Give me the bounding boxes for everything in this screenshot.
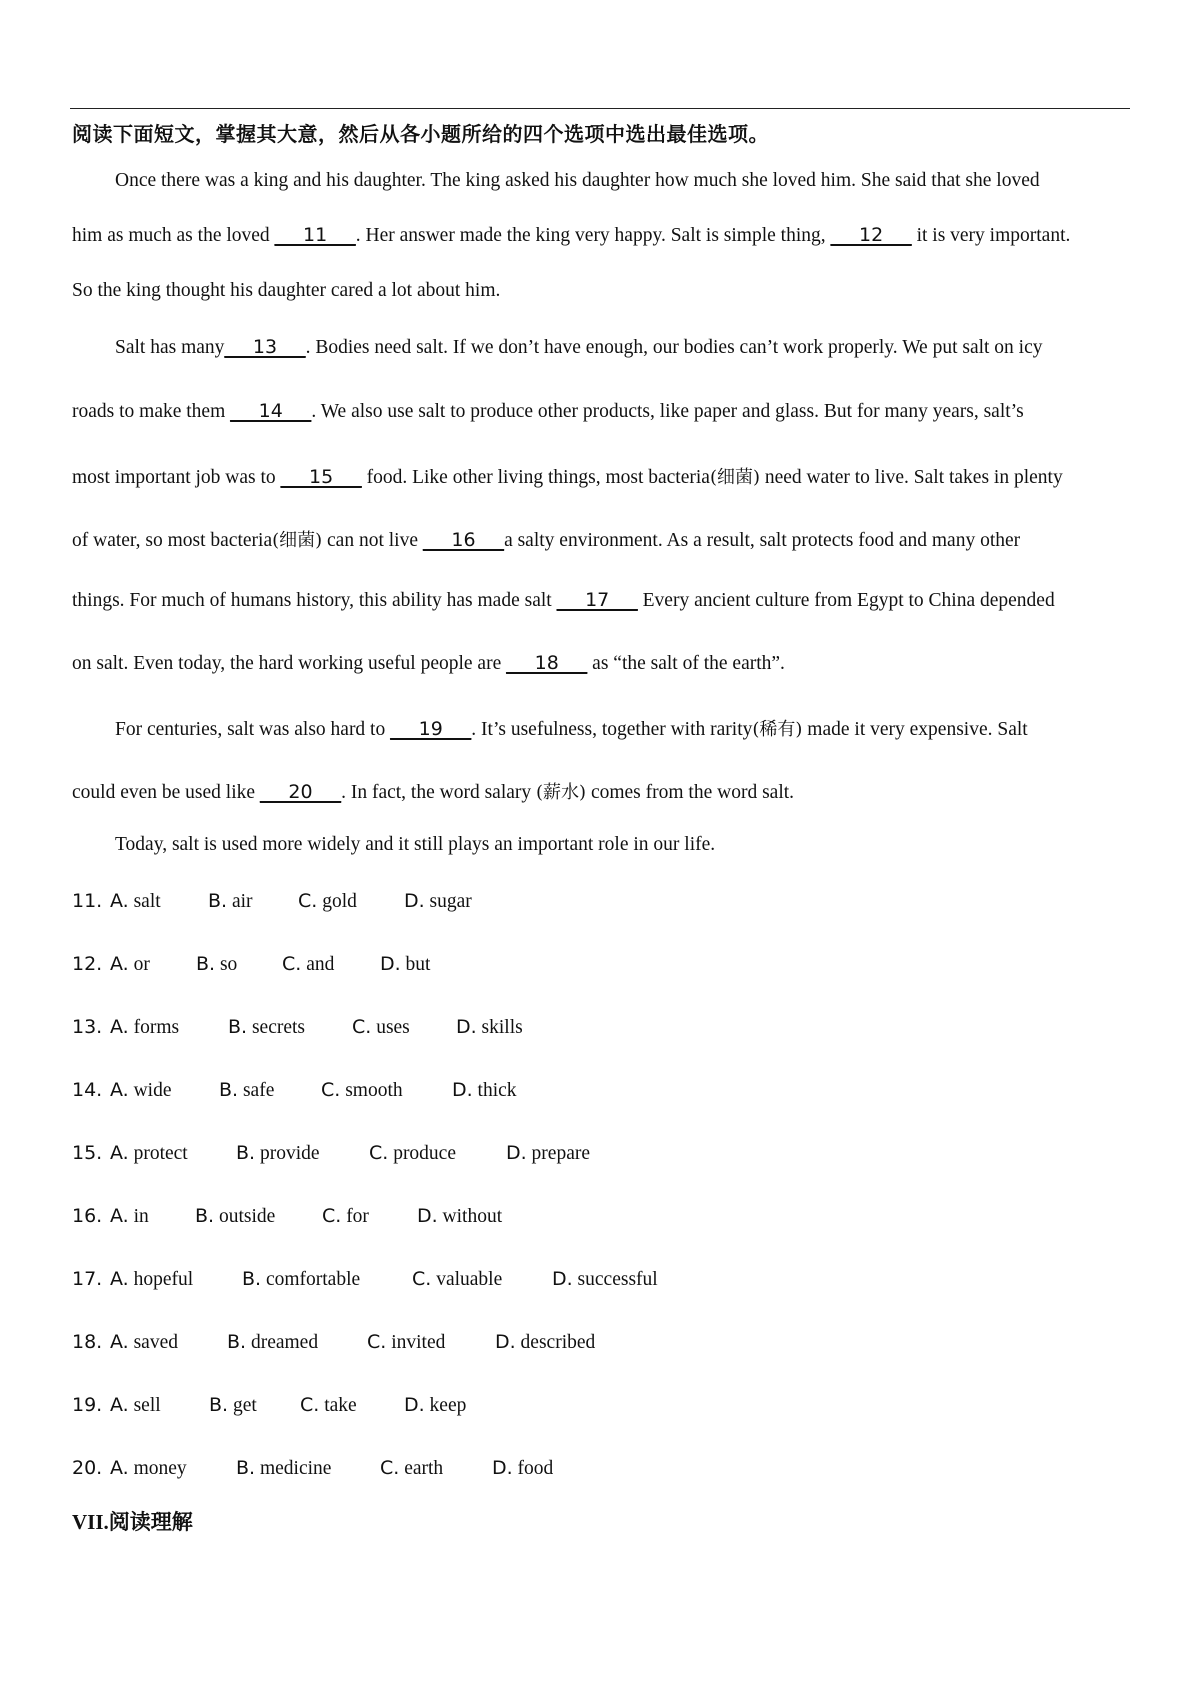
passage-line	[72, 778, 794, 804]
chinese-gloss: (稀有)	[752, 719, 803, 740]
option-letter: B.	[195, 1205, 215, 1227]
option-letter: D.	[404, 890, 425, 912]
option-letter: B.	[219, 1079, 239, 1101]
passage-text: . In fact, the word salary	[341, 782, 537, 803]
option-text: sell	[133, 1395, 161, 1416]
passage-text: can not live	[322, 530, 423, 551]
option-letter: B.	[236, 1142, 256, 1164]
option-c[interactable]	[298, 890, 357, 913]
option-letter: C.	[298, 890, 318, 912]
option-b[interactable]	[208, 890, 253, 913]
option-c[interactable]	[300, 1394, 357, 1417]
passage-text: . It’s usefulness, together with rarity	[471, 719, 753, 740]
option-letter: A.	[110, 1268, 129, 1290]
option-text: take	[324, 1395, 357, 1416]
option-letter: B.	[228, 1016, 248, 1038]
passage-line	[72, 224, 1070, 247]
option-c[interactable]	[322, 1205, 369, 1228]
passage-text: . Bodies need salt. If we don’t have enough, our bodies can’t work properly. We put salt on icy	[305, 337, 1043, 358]
passage-text: a salty environment. As a result, salt protects food and many other	[504, 530, 1021, 551]
option-a[interactable]	[110, 890, 161, 913]
question-number: 20.	[72, 1457, 103, 1479]
question-number: 16.	[72, 1205, 103, 1227]
option-text: money	[133, 1458, 187, 1479]
option-b[interactable]	[195, 1205, 275, 1228]
option-text: food	[517, 1458, 554, 1479]
option-b[interactable]	[228, 1016, 305, 1039]
option-c[interactable]	[321, 1079, 403, 1102]
option-letter: B.	[208, 890, 228, 912]
option-text: successful	[577, 1269, 658, 1290]
passage-line	[115, 834, 715, 856]
question-14	[72, 1079, 517, 1109]
option-text: valuable	[436, 1269, 503, 1290]
blank-15: ___15___	[280, 466, 362, 488]
option-c[interactable]	[367, 1331, 445, 1354]
option-d[interactable]	[417, 1205, 502, 1228]
question-11	[72, 890, 472, 920]
option-text: earth	[404, 1458, 444, 1479]
option-text: smooth	[345, 1080, 403, 1101]
option-letter: D.	[404, 1394, 425, 1416]
option-text: outside	[218, 1206, 276, 1227]
passage-text: it is very important.	[911, 225, 1071, 246]
option-text: medicine	[259, 1458, 332, 1479]
option-a[interactable]	[110, 1142, 188, 1165]
option-letter: D.	[492, 1457, 513, 1479]
option-letter: A.	[110, 1394, 129, 1416]
option-letter: C.	[321, 1079, 341, 1101]
question-19	[72, 1394, 467, 1424]
option-text: get	[232, 1395, 257, 1416]
question-number: 14.	[72, 1079, 103, 1101]
option-text: wide	[133, 1080, 172, 1101]
option-letter: C.	[352, 1016, 372, 1038]
option-d[interactable]	[380, 953, 430, 976]
option-b[interactable]	[236, 1457, 331, 1480]
option-text: thick	[477, 1080, 517, 1101]
option-letter: C.	[369, 1142, 389, 1164]
option-d[interactable]	[495, 1331, 595, 1354]
option-text: air	[231, 891, 253, 912]
passage-text: . Her answer made the king very happy. Salt is simple thing,	[355, 225, 831, 246]
option-letter: D.	[506, 1142, 527, 1164]
question-17	[72, 1268, 658, 1298]
blank-18: ___18___	[506, 652, 588, 674]
option-text: in	[133, 1206, 149, 1227]
question-number: 17.	[72, 1268, 103, 1290]
passage-text: food. Like other living things, most bacteria	[361, 467, 710, 488]
option-letter: C.	[367, 1331, 387, 1353]
option-letter: C.	[282, 953, 302, 975]
option-letter: B.	[227, 1331, 247, 1353]
question-12	[72, 953, 431, 983]
option-text: for	[346, 1206, 369, 1227]
question-number: 13.	[72, 1016, 103, 1038]
option-d[interactable]	[404, 890, 472, 913]
passage-line	[72, 280, 500, 302]
option-text: salt	[133, 891, 161, 912]
option-text: keep	[429, 1395, 467, 1416]
option-text: described	[520, 1332, 596, 1353]
passage-text: Today, salt is used more widely and it still plays an important role in our life.	[115, 834, 716, 855]
option-text: without	[442, 1206, 503, 1227]
blank-11: ___11___	[274, 224, 356, 246]
option-text: and	[306, 954, 335, 975]
option-text: prepare	[531, 1143, 590, 1164]
passage-text: comes from the word salt.	[586, 782, 795, 803]
option-text: dreamed	[250, 1332, 319, 1353]
option-a[interactable]	[110, 1394, 161, 1417]
question-20	[72, 1457, 554, 1487]
option-b[interactable]	[209, 1394, 257, 1417]
option-c[interactable]	[412, 1268, 502, 1291]
option-d[interactable]	[404, 1394, 466, 1417]
option-letter: D.	[456, 1016, 477, 1038]
option-b[interactable]	[236, 1142, 320, 1165]
option-letter: D.	[495, 1331, 516, 1353]
question-number: 12.	[72, 953, 103, 975]
option-b[interactable]	[196, 953, 237, 976]
option-text: provide	[259, 1143, 320, 1164]
option-c[interactable]	[282, 953, 334, 976]
option-a[interactable]	[110, 1331, 178, 1354]
section-heading: VII.阅读理解	[72, 1510, 193, 1534]
passage-text: . We also use salt to produce other products, like paper and glass. But for many years, salt’s	[311, 401, 1024, 422]
option-letter: A.	[110, 953, 129, 975]
header-rule	[70, 108, 1130, 109]
blank-16: ___16___	[422, 529, 505, 551]
option-text: comfortable	[265, 1269, 361, 1290]
passage-text: of water, so most bacteria	[72, 530, 273, 551]
option-text: so	[219, 954, 238, 975]
chinese-gloss: (细菌)	[272, 530, 323, 551]
passage-text: could even be used like	[72, 782, 260, 803]
option-a[interactable]	[110, 1268, 193, 1291]
option-text: produce	[393, 1143, 456, 1164]
option-text: protect	[133, 1143, 188, 1164]
passage-line	[72, 463, 1063, 489]
passage-line	[72, 526, 1020, 552]
option-letter: A.	[110, 1331, 129, 1353]
blank-12: ___12___	[830, 224, 912, 246]
option-text: or	[133, 954, 150, 975]
option-text: skills	[481, 1017, 523, 1038]
option-letter: C.	[322, 1205, 342, 1227]
option-text: secrets	[251, 1017, 306, 1038]
option-a[interactable]	[110, 1205, 149, 1228]
instruction-text: 阅读下面短文，掌握其大意，然后从各小题所给的四个选项中选出最佳选项。	[72, 122, 769, 146]
option-c[interactable]	[352, 1016, 410, 1039]
question-16	[72, 1205, 503, 1235]
option-b[interactable]	[227, 1331, 318, 1354]
option-a[interactable]	[110, 1457, 187, 1480]
passage-line	[72, 652, 785, 675]
passage-text: him as much as the loved	[72, 225, 275, 246]
option-a[interactable]	[110, 1016, 179, 1039]
option-c[interactable]	[380, 1457, 443, 1480]
passage-text: most important job was to	[72, 467, 281, 488]
passage-line	[115, 336, 1043, 359]
chinese-gloss: (薪水)	[536, 782, 587, 803]
option-letter: B.	[242, 1268, 262, 1290]
blank-14: ___14___	[230, 400, 312, 422]
option-letter: D.	[417, 1205, 438, 1227]
passage-text: need water to live. Salt takes in plenty	[760, 467, 1063, 488]
option-text: safe	[242, 1080, 275, 1101]
passage-text: Once there was a king and his daughter. The king asked his daughter how much she loved him. She said that she loved	[115, 170, 1040, 191]
option-c[interactable]	[369, 1142, 456, 1165]
passage-line	[72, 400, 1024, 423]
passage-text: For centuries, salt was also hard to	[115, 719, 391, 740]
option-letter: D.	[452, 1079, 473, 1101]
passage-text: roads to make them	[72, 401, 231, 422]
question-number: 19.	[72, 1394, 103, 1416]
option-letter: D.	[380, 953, 401, 975]
option-text: uses	[376, 1017, 410, 1038]
option-a[interactable]	[110, 953, 150, 976]
option-d[interactable]	[452, 1079, 517, 1102]
option-text: sugar	[429, 891, 472, 912]
option-text: forms	[133, 1017, 180, 1038]
passage-line	[115, 715, 1028, 741]
passage-text: Every ancient culture from Egypt to China depended	[637, 590, 1055, 611]
blank-20: ___20___	[259, 781, 342, 803]
option-letter: A.	[110, 1079, 129, 1101]
option-a[interactable]	[110, 1079, 171, 1102]
blank-13: ___13___	[224, 336, 306, 358]
passage-text: Salt has many	[115, 337, 225, 358]
option-letter: A.	[110, 1205, 129, 1227]
option-b[interactable]	[242, 1268, 360, 1291]
chinese-gloss: (细菌)	[709, 467, 760, 488]
question-15	[72, 1142, 590, 1172]
question-number: 18.	[72, 1331, 103, 1353]
option-letter: C.	[300, 1394, 320, 1416]
option-b[interactable]	[219, 1079, 274, 1102]
blank-17: ___17___	[556, 589, 638, 611]
option-letter: C.	[412, 1268, 432, 1290]
option-d[interactable]	[506, 1142, 590, 1165]
question-13	[72, 1016, 523, 1046]
option-letter: A.	[110, 890, 129, 912]
option-d[interactable]	[552, 1268, 658, 1291]
passage-text: So the king thought his daughter cared a lot about him.	[72, 280, 501, 301]
option-letter: A.	[110, 1142, 129, 1164]
option-letter: A.	[110, 1457, 129, 1479]
option-text: gold	[322, 891, 357, 912]
option-letter: B.	[209, 1394, 229, 1416]
option-letter: A.	[110, 1016, 129, 1038]
passage-text: as “the salt of the earth”.	[587, 653, 785, 674]
question-number: 15.	[72, 1142, 103, 1164]
option-d[interactable]	[492, 1457, 553, 1480]
blank-19: ___19___	[390, 718, 472, 740]
passage-text: on salt. Even today, the hard working useful people are	[72, 653, 507, 674]
passage-line	[115, 170, 1040, 192]
option-text: invited	[391, 1332, 446, 1353]
option-d[interactable]	[456, 1016, 523, 1039]
option-letter: B.	[236, 1457, 256, 1479]
option-letter: B.	[196, 953, 216, 975]
question-number: 11.	[72, 890, 103, 912]
passage-line	[72, 589, 1055, 612]
passage-text: things. For much of humans history, this ability has made salt	[72, 590, 557, 611]
option-text: but	[405, 954, 431, 975]
option-letter: C.	[380, 1457, 400, 1479]
option-text: saved	[133, 1332, 178, 1353]
option-letter: D.	[552, 1268, 573, 1290]
question-18	[72, 1331, 596, 1361]
option-text: hopeful	[133, 1269, 194, 1290]
passage-text: made it very expensive. Salt	[802, 719, 1028, 740]
